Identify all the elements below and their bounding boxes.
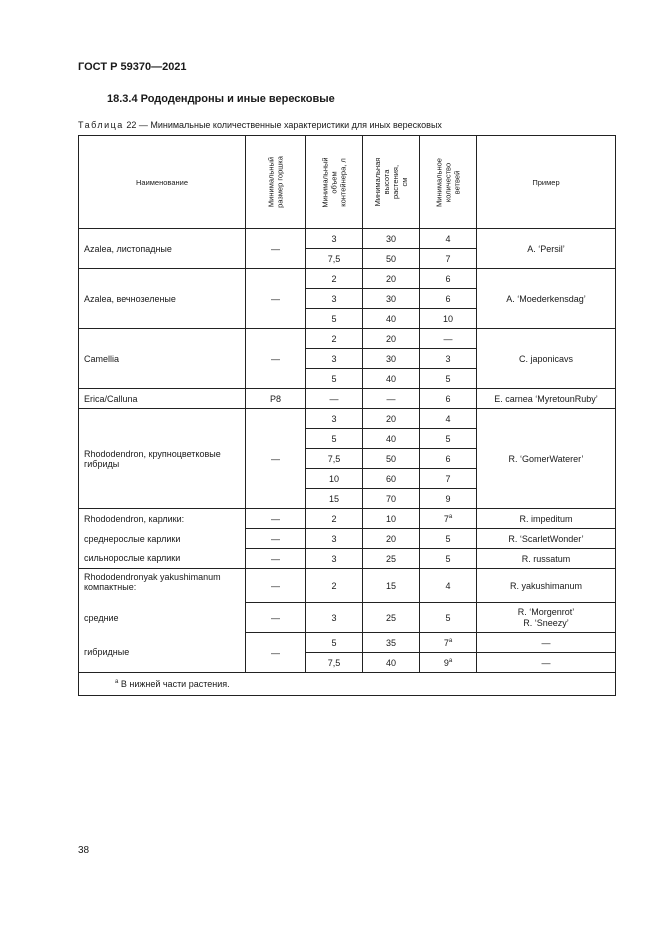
- footnote-text: В нижней части растения.: [118, 679, 230, 689]
- row-name: Rhododendronyak yakushimanum компактные:: [79, 569, 246, 603]
- row-example: R. ‘GomerWaterer’: [477, 409, 616, 509]
- row-pot: —: [246, 229, 306, 269]
- branches-value: 9: [443, 657, 449, 668]
- cell-height: 25: [363, 603, 420, 633]
- row-pot: —: [246, 269, 306, 329]
- cell-branches: 7: [420, 469, 477, 489]
- page-number: 38: [78, 845, 90, 856]
- cell-branches: 10: [420, 309, 477, 329]
- cell-height: 20: [363, 329, 420, 349]
- header-height-text: Минимальная высота растения, см: [373, 157, 409, 207]
- table-row: [79, 633, 616, 653]
- header-branches: [420, 136, 477, 229]
- cell-branches: 6: [420, 269, 477, 289]
- table-row: [79, 269, 616, 289]
- cell-branches: 5: [420, 529, 477, 549]
- cell-height: 40: [363, 429, 420, 449]
- standard-number: ГОСТ Р 59370—2021: [78, 61, 187, 73]
- cell-branches: 4: [420, 229, 477, 249]
- branches-value: 7: [443, 637, 449, 648]
- cell-height: 15: [363, 569, 420, 603]
- cell-branches: [420, 509, 477, 529]
- table-row: [79, 549, 616, 569]
- cell-height: 40: [363, 653, 420, 673]
- row-pot: —: [246, 549, 306, 569]
- cell-height: 30: [363, 229, 420, 249]
- cell-height: 20: [363, 409, 420, 429]
- row-name: Azalea, вечнозеленые: [79, 269, 246, 329]
- row-pot: —: [246, 529, 306, 549]
- row-example: A. ‘Persil’: [477, 229, 616, 269]
- branches-value: 7: [443, 513, 449, 524]
- row-pot: —: [246, 603, 306, 633]
- cell-height: 20: [363, 269, 420, 289]
- example-line-1: R. ‘Morgenrot’: [517, 606, 575, 617]
- row-pot: P8: [246, 389, 306, 409]
- cell-volume: 3: [306, 409, 363, 429]
- row-example: R. russatum: [477, 549, 616, 569]
- cell-height: 50: [363, 449, 420, 469]
- cell-volume: 2: [306, 269, 363, 289]
- cell-branches: 5: [420, 369, 477, 389]
- cell-branches: 6: [420, 449, 477, 469]
- row-example: C. japonicavs: [477, 329, 616, 389]
- cell-branches: 3: [420, 349, 477, 369]
- footnote-ref: a: [448, 637, 453, 644]
- cell-height: —: [363, 389, 420, 409]
- caption-label: Таблица: [78, 120, 124, 130]
- row-example: R. impeditum: [477, 509, 616, 529]
- cell-branches: 5: [420, 549, 477, 569]
- cell-volume: 3: [306, 549, 363, 569]
- header-volume: [306, 136, 363, 229]
- table-row: [79, 603, 616, 633]
- table-row: [79, 229, 616, 249]
- cell-height: 25: [363, 549, 420, 569]
- row-name: Camellia: [79, 329, 246, 389]
- cell-branches: —: [420, 329, 477, 349]
- cell-volume: 5: [306, 633, 363, 653]
- cell-branches: 6: [420, 389, 477, 409]
- characteristics-table: [78, 135, 616, 696]
- cell-branches: [420, 653, 477, 673]
- row-name: гибридные: [79, 633, 246, 673]
- table-row: [79, 509, 616, 529]
- cell-branches: 6: [420, 289, 477, 309]
- section-title: 18.3.4 Рододендроны и иные вересковые: [107, 93, 335, 105]
- cell-volume: 3: [306, 529, 363, 549]
- cell-volume: 7,5: [306, 449, 363, 469]
- cell-volume: 7,5: [306, 653, 363, 673]
- table-row: [79, 569, 616, 603]
- cell-volume: 3: [306, 603, 363, 633]
- cell-branches: 4: [420, 569, 477, 603]
- row-example: [477, 603, 616, 633]
- row-example: R. ‘ScarletWonder’: [477, 529, 616, 549]
- cell-height: 10: [363, 509, 420, 529]
- cell-volume: 2: [306, 569, 363, 603]
- cell-height: 35: [363, 633, 420, 653]
- cell-branches: 5: [420, 429, 477, 449]
- row-example: —: [477, 633, 616, 653]
- header-volume-text: Минимальный объем контейнера, л: [320, 156, 348, 208]
- footnote-ref: a: [448, 513, 453, 520]
- cell-height: 70: [363, 489, 420, 509]
- cell-height: 40: [363, 369, 420, 389]
- footnote-row: [79, 673, 616, 696]
- row-example: E. carnea ‘MyretounRuby’: [477, 389, 616, 409]
- cell-height: 30: [363, 289, 420, 309]
- table-row: [79, 529, 616, 549]
- row-example: R. yakushimanum: [477, 569, 616, 603]
- cell-volume: 5: [306, 429, 363, 449]
- row-example: —: [477, 653, 616, 673]
- cell-branches: [420, 633, 477, 653]
- table-caption: [78, 120, 442, 130]
- row-name: Rhododendron, карлики:: [79, 509, 246, 529]
- cell-volume: 2: [306, 329, 363, 349]
- cell-height: 50: [363, 249, 420, 269]
- header-name: Наименование: [79, 136, 246, 229]
- caption-title: 22 — Минимальные количественные характеристики для иных вересковых: [126, 120, 442, 130]
- table-row: [79, 409, 616, 429]
- cell-volume: 2: [306, 509, 363, 529]
- table-row: [79, 389, 616, 409]
- row-example: A. ‘Moederkensdag’: [477, 269, 616, 329]
- cell-height: 40: [363, 309, 420, 329]
- row-name: Azalea, листопадные: [79, 229, 246, 269]
- row-name: средние: [79, 603, 246, 633]
- row-name: среднерослые карлики: [79, 529, 246, 549]
- footnote: [79, 673, 616, 696]
- cell-volume: —: [306, 389, 363, 409]
- row-name: Erica/Calluna: [79, 389, 246, 409]
- cell-height: 30: [363, 349, 420, 369]
- cell-branches: 9: [420, 489, 477, 509]
- row-pot: —: [246, 509, 306, 529]
- header-pot: [246, 136, 306, 229]
- cell-volume: 3: [306, 289, 363, 309]
- cell-volume: 5: [306, 369, 363, 389]
- cell-height: 60: [363, 469, 420, 489]
- cell-volume: 3: [306, 229, 363, 249]
- cell-branches: 7: [420, 249, 477, 269]
- cell-volume: 3: [306, 349, 363, 369]
- table-row: [79, 329, 616, 349]
- table-header-row: [79, 136, 616, 229]
- row-pot: —: [246, 633, 306, 673]
- cell-height: 20: [363, 529, 420, 549]
- cell-volume: 7,5: [306, 249, 363, 269]
- cell-branches: 5: [420, 603, 477, 633]
- row-pot: —: [246, 569, 306, 603]
- header-example: Пример: [477, 136, 616, 229]
- cell-volume: 15: [306, 489, 363, 509]
- row-pot: —: [246, 409, 306, 509]
- header-branches-text: Минимальное количество ветвей: [434, 157, 462, 207]
- row-name: сильнорослые карлики: [79, 549, 246, 569]
- example-line-2: R. ‘Sneezy’: [523, 617, 569, 628]
- footnote-ref: a: [448, 657, 453, 664]
- cell-volume: 10: [306, 469, 363, 489]
- cell-volume: 5: [306, 309, 363, 329]
- footnote-mark: a: [115, 679, 119, 685]
- header-height: [363, 136, 420, 229]
- cell-branches: 4: [420, 409, 477, 429]
- row-name: Rhododendron, крупноцветковые гибриды: [79, 409, 246, 509]
- header-pot-text: Минимальный размер горшка: [266, 156, 285, 208]
- row-pot: —: [246, 329, 306, 389]
